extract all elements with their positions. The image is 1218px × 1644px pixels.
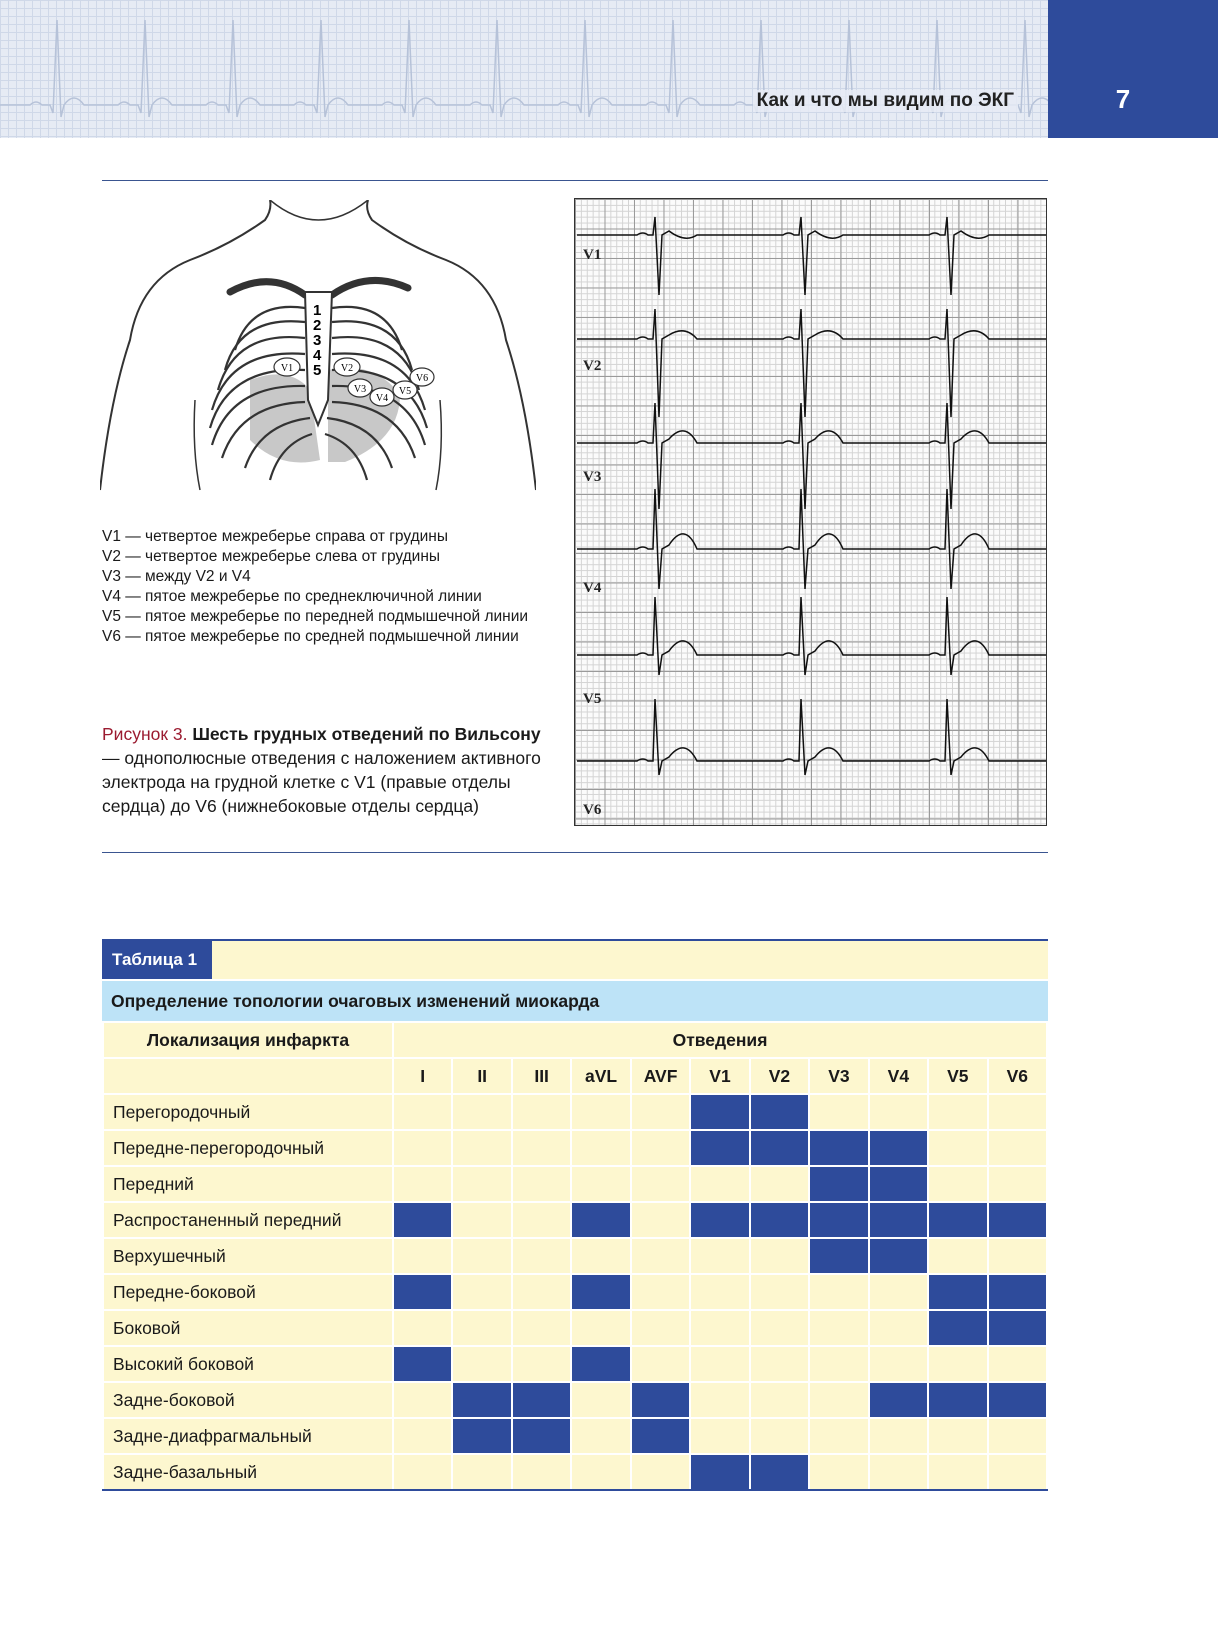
lead-marked-cell bbox=[809, 1130, 868, 1166]
lead-empty-cell bbox=[571, 1238, 630, 1274]
col-header-localization: Локализация инфаркта bbox=[103, 1022, 393, 1058]
ecg-trace bbox=[577, 597, 1046, 675]
lead-description: между V2 и V4 bbox=[145, 568, 251, 585]
lead-marked-cell bbox=[690, 1202, 749, 1238]
lead-empty-cell bbox=[512, 1310, 571, 1346]
ecg-lead-label: V4 bbox=[583, 580, 602, 596]
lead-empty-cell bbox=[512, 1346, 571, 1382]
lead-empty-cell bbox=[571, 1130, 630, 1166]
lead-empty-cell bbox=[631, 1310, 690, 1346]
ecg-trace bbox=[577, 489, 1046, 589]
ecg-traces bbox=[575, 199, 1048, 827]
table-block bbox=[102, 939, 1048, 1491]
infarct-localization: Задне-боковой bbox=[103, 1382, 393, 1418]
col-header-leads: Отведения bbox=[393, 1022, 1047, 1058]
lead-empty-cell bbox=[393, 1454, 452, 1490]
table-row bbox=[103, 1382, 1047, 1418]
lead-empty-cell bbox=[631, 1130, 690, 1166]
lead-marked-cell bbox=[988, 1382, 1047, 1418]
caption-label: Рисунок 3. bbox=[102, 724, 188, 744]
lead-empty-cell bbox=[928, 1418, 987, 1454]
lead-empty-cell bbox=[809, 1418, 868, 1454]
electrode-label: V1 bbox=[280, 363, 294, 374]
lead-code: V4 — bbox=[102, 588, 141, 605]
lead-column-header: AVF bbox=[631, 1058, 690, 1094]
infarct-localization: Задне-диафрагмальный bbox=[103, 1418, 393, 1454]
lead-empty-cell bbox=[452, 1094, 511, 1130]
lead-empty-cell bbox=[988, 1238, 1047, 1274]
ecg-lead-label: V6 bbox=[583, 802, 602, 818]
table-title: Определение топологии очаговых изменений миокарда bbox=[102, 979, 1048, 1021]
lead-empty-cell bbox=[452, 1310, 511, 1346]
lead-marked-cell bbox=[690, 1454, 749, 1490]
caption-title: Шесть грудных отведений по Вильсону bbox=[192, 724, 541, 744]
lead-marked-cell bbox=[869, 1130, 928, 1166]
lead-empty-cell bbox=[393, 1094, 452, 1130]
lead-empty-cell bbox=[988, 1166, 1047, 1202]
lead-empty-cell bbox=[988, 1346, 1047, 1382]
lead-empty-cell bbox=[512, 1274, 571, 1310]
caption-text: — однополюсные отведения с наложением активного электрода на грудной клетке с V1 (правые отделы сердца) до V6 (нижнебоковые отделы сердца) bbox=[102, 748, 541, 816]
lead-column-header: V1 bbox=[690, 1058, 749, 1094]
lead-empty-cell bbox=[512, 1166, 571, 1202]
lead-description: четвертое межреберье слева от грудины bbox=[145, 548, 441, 565]
table-row bbox=[103, 1094, 1047, 1130]
lead-marked-cell bbox=[690, 1130, 749, 1166]
lead-empty-cell bbox=[452, 1454, 511, 1490]
lead-marked-cell bbox=[393, 1202, 452, 1238]
lead-column-header: V5 bbox=[928, 1058, 987, 1094]
lead-empty-cell bbox=[750, 1310, 809, 1346]
top-rule bbox=[102, 180, 1048, 181]
lead-empty-cell bbox=[452, 1274, 511, 1310]
lead-marked-cell bbox=[452, 1382, 511, 1418]
lead-empty-cell bbox=[631, 1094, 690, 1130]
lead-description: четвертое межреберье справа от грудины bbox=[145, 528, 448, 545]
lead-code: V3 — bbox=[102, 568, 141, 585]
lead-empty-cell bbox=[571, 1454, 630, 1490]
lead-marked-cell bbox=[928, 1202, 987, 1238]
table-row bbox=[103, 1130, 1047, 1166]
lead-column-header: I bbox=[393, 1058, 452, 1094]
lead-empty-cell bbox=[393, 1418, 452, 1454]
lead-marked-cell bbox=[750, 1454, 809, 1490]
lead-empty-cell bbox=[750, 1238, 809, 1274]
rib-number: 3 bbox=[313, 332, 322, 349]
lead-description: пятое межреберье по средней подмышечной линии bbox=[145, 628, 519, 645]
lead-empty-cell bbox=[690, 1310, 749, 1346]
lead-empty-cell bbox=[988, 1454, 1047, 1490]
lead-empty-cell bbox=[690, 1166, 749, 1202]
lead-empty-cell bbox=[452, 1166, 511, 1202]
lead-empty-cell bbox=[928, 1238, 987, 1274]
ecg-strip bbox=[574, 198, 1047, 826]
ecg-trace bbox=[577, 217, 1046, 295]
lead-marked-cell bbox=[690, 1094, 749, 1130]
lead-empty-cell bbox=[690, 1346, 749, 1382]
lead-empty-cell bbox=[869, 1454, 928, 1490]
lead-code: V2 — bbox=[102, 548, 141, 565]
ecg-lead-label: V1 bbox=[583, 247, 602, 263]
electrode-label: V2 bbox=[340, 363, 354, 374]
lead-empty-cell bbox=[928, 1130, 987, 1166]
lead-empty-cell bbox=[571, 1418, 630, 1454]
ecg-trace bbox=[577, 699, 1046, 775]
lead-empty-cell bbox=[988, 1094, 1047, 1130]
ecg-lead-label: V3 bbox=[583, 469, 602, 485]
table-row bbox=[103, 1310, 1047, 1346]
electrode-label: V6 bbox=[415, 373, 429, 384]
lead-column-header: II bbox=[452, 1058, 511, 1094]
lead-position-item bbox=[102, 587, 542, 607]
lead-empty-cell bbox=[571, 1094, 630, 1130]
lead-empty-cell bbox=[988, 1130, 1047, 1166]
table-row bbox=[103, 1202, 1047, 1238]
lead-empty-cell bbox=[750, 1418, 809, 1454]
figure-bottom-rule bbox=[102, 852, 1048, 853]
lead-empty-cell bbox=[631, 1166, 690, 1202]
lead-description: пятое межреберье по передней подмышечной линии bbox=[145, 608, 529, 625]
lead-empty-cell bbox=[690, 1418, 749, 1454]
lead-empty-cell bbox=[750, 1346, 809, 1382]
header-ecg-decoration bbox=[0, 0, 1048, 138]
table-row bbox=[103, 1418, 1047, 1454]
lead-column-header: V2 bbox=[750, 1058, 809, 1094]
lead-empty-cell bbox=[690, 1382, 749, 1418]
lead-empty-cell bbox=[809, 1094, 868, 1130]
lead-marked-cell bbox=[750, 1202, 809, 1238]
lead-empty-cell bbox=[631, 1346, 690, 1382]
lead-empty-cell bbox=[809, 1310, 868, 1346]
lead-marked-cell bbox=[869, 1238, 928, 1274]
infarct-localization: Задне-базальный bbox=[103, 1454, 393, 1490]
chest-illustration bbox=[100, 200, 536, 500]
table-row bbox=[103, 1274, 1047, 1310]
lead-empty-cell bbox=[869, 1310, 928, 1346]
electrode-label: V4 bbox=[375, 393, 389, 404]
lead-empty-cell bbox=[512, 1202, 571, 1238]
lead-empty-cell bbox=[869, 1346, 928, 1382]
lead-marked-cell bbox=[809, 1238, 868, 1274]
infarct-localization: Высокий боковой bbox=[103, 1346, 393, 1382]
ecg-trace bbox=[577, 403, 1046, 509]
lead-empty-cell bbox=[512, 1454, 571, 1490]
lead-marked-cell bbox=[631, 1418, 690, 1454]
lead-marked-cell bbox=[631, 1382, 690, 1418]
lead-empty-cell bbox=[393, 1130, 452, 1166]
lead-empty-cell bbox=[809, 1382, 868, 1418]
lead-marked-cell bbox=[809, 1202, 868, 1238]
infarct-localization: Передний bbox=[103, 1166, 393, 1202]
lead-empty-cell bbox=[452, 1238, 511, 1274]
lead-empty-cell bbox=[571, 1382, 630, 1418]
table-row bbox=[103, 1238, 1047, 1274]
lead-position-item bbox=[102, 527, 542, 547]
lead-column-header: V6 bbox=[988, 1058, 1047, 1094]
lead-header-row bbox=[103, 1058, 1047, 1094]
empty-header-cell bbox=[103, 1058, 393, 1094]
lead-column-header: V4 bbox=[869, 1058, 928, 1094]
mi-localization-table bbox=[102, 1021, 1048, 1491]
lead-marked-cell bbox=[512, 1418, 571, 1454]
running-title: Как и что мы видим по ЭКГ bbox=[753, 90, 1018, 112]
lead-marked-cell bbox=[393, 1346, 452, 1382]
lead-empty-cell bbox=[809, 1454, 868, 1490]
electrode-label: V5 bbox=[398, 386, 412, 397]
lead-empty-cell bbox=[452, 1130, 511, 1166]
lead-empty-cell bbox=[631, 1238, 690, 1274]
table-row bbox=[103, 1166, 1047, 1202]
lead-empty-cell bbox=[631, 1454, 690, 1490]
electrode-label: V3 bbox=[353, 384, 367, 395]
lead-empty-cell bbox=[452, 1202, 511, 1238]
lead-empty-cell bbox=[869, 1094, 928, 1130]
lead-marked-cell bbox=[869, 1202, 928, 1238]
lead-marked-cell bbox=[452, 1418, 511, 1454]
lead-empty-cell bbox=[393, 1382, 452, 1418]
header-band bbox=[0, 0, 1048, 138]
ecg-trace bbox=[577, 309, 1046, 417]
lead-code: V5 — bbox=[102, 608, 141, 625]
infarct-localization: Боковой bbox=[103, 1310, 393, 1346]
lead-empty-cell bbox=[690, 1238, 749, 1274]
lead-marked-cell bbox=[988, 1310, 1047, 1346]
lead-empty-cell bbox=[809, 1274, 868, 1310]
table-label: Таблица 1 bbox=[102, 941, 212, 979]
lead-position-item bbox=[102, 567, 542, 587]
lead-description: пятое межреберье по среднеключичной линии bbox=[145, 588, 482, 605]
lead-marked-cell bbox=[512, 1382, 571, 1418]
ecg-lead-label: V2 bbox=[583, 358, 602, 374]
lead-empty-cell bbox=[571, 1310, 630, 1346]
lead-empty-cell bbox=[928, 1094, 987, 1130]
infarct-localization: Передне-боковой bbox=[103, 1274, 393, 1310]
infarct-localization: Передне-перегородочный bbox=[103, 1130, 393, 1166]
lead-marked-cell bbox=[571, 1346, 630, 1382]
lead-marked-cell bbox=[928, 1274, 987, 1310]
rib-number: 4 bbox=[313, 347, 322, 364]
lead-empty-cell bbox=[869, 1274, 928, 1310]
lead-marked-cell bbox=[869, 1166, 928, 1202]
lead-column-header: V3 bbox=[809, 1058, 868, 1094]
lead-marked-cell bbox=[571, 1274, 630, 1310]
rib-number: 5 bbox=[313, 362, 322, 379]
lead-marked-cell bbox=[988, 1274, 1047, 1310]
table-row bbox=[103, 1454, 1047, 1490]
lead-marked-cell bbox=[928, 1310, 987, 1346]
lead-marked-cell bbox=[928, 1382, 987, 1418]
infarct-localization: Перегородочный bbox=[103, 1094, 393, 1130]
infarct-localization: Верхушечный bbox=[103, 1238, 393, 1274]
lead-empty-cell bbox=[750, 1274, 809, 1310]
lead-empty-cell bbox=[869, 1418, 928, 1454]
lead-empty-cell bbox=[690, 1274, 749, 1310]
lead-marked-cell bbox=[393, 1274, 452, 1310]
page-number: 7 bbox=[1115, 84, 1131, 114]
lead-empty-cell bbox=[809, 1346, 868, 1382]
figure-caption bbox=[102, 722, 562, 818]
lead-marked-cell bbox=[750, 1094, 809, 1130]
infarct-localization: Распростаненный передний bbox=[103, 1202, 393, 1238]
lead-position-item bbox=[102, 627, 542, 647]
table-row bbox=[103, 1346, 1047, 1382]
rib-number: 2 bbox=[313, 317, 322, 334]
lead-marked-cell bbox=[571, 1202, 630, 1238]
lead-empty-cell bbox=[512, 1094, 571, 1130]
page-number-box bbox=[1048, 0, 1218, 138]
lead-empty-cell bbox=[452, 1346, 511, 1382]
lead-empty-cell bbox=[988, 1418, 1047, 1454]
ecg-lead-label: V5 bbox=[583, 691, 602, 707]
lead-column-header: aVL bbox=[571, 1058, 630, 1094]
lead-marked-cell bbox=[869, 1382, 928, 1418]
lead-position-list bbox=[102, 527, 542, 647]
lead-empty-cell bbox=[393, 1238, 452, 1274]
lead-code: V6 — bbox=[102, 628, 141, 645]
lead-column-header: III bbox=[512, 1058, 571, 1094]
lead-empty-cell bbox=[631, 1274, 690, 1310]
lead-empty-cell bbox=[750, 1382, 809, 1418]
lead-position-item bbox=[102, 547, 542, 567]
lead-marked-cell bbox=[750, 1130, 809, 1166]
rib-number: 1 bbox=[313, 302, 322, 319]
lead-empty-cell bbox=[393, 1166, 452, 1202]
lead-empty-cell bbox=[928, 1166, 987, 1202]
lead-empty-cell bbox=[512, 1238, 571, 1274]
lead-empty-cell bbox=[631, 1202, 690, 1238]
table-topbar bbox=[102, 939, 1048, 979]
lead-code: V1 — bbox=[102, 528, 141, 545]
lead-empty-cell bbox=[393, 1310, 452, 1346]
lead-empty-cell bbox=[928, 1346, 987, 1382]
lead-empty-cell bbox=[928, 1454, 987, 1490]
lead-empty-cell bbox=[571, 1166, 630, 1202]
lead-marked-cell bbox=[809, 1166, 868, 1202]
lead-marked-cell bbox=[988, 1202, 1047, 1238]
lead-empty-cell bbox=[750, 1166, 809, 1202]
lead-empty-cell bbox=[512, 1130, 571, 1166]
lead-position-item bbox=[102, 607, 542, 627]
